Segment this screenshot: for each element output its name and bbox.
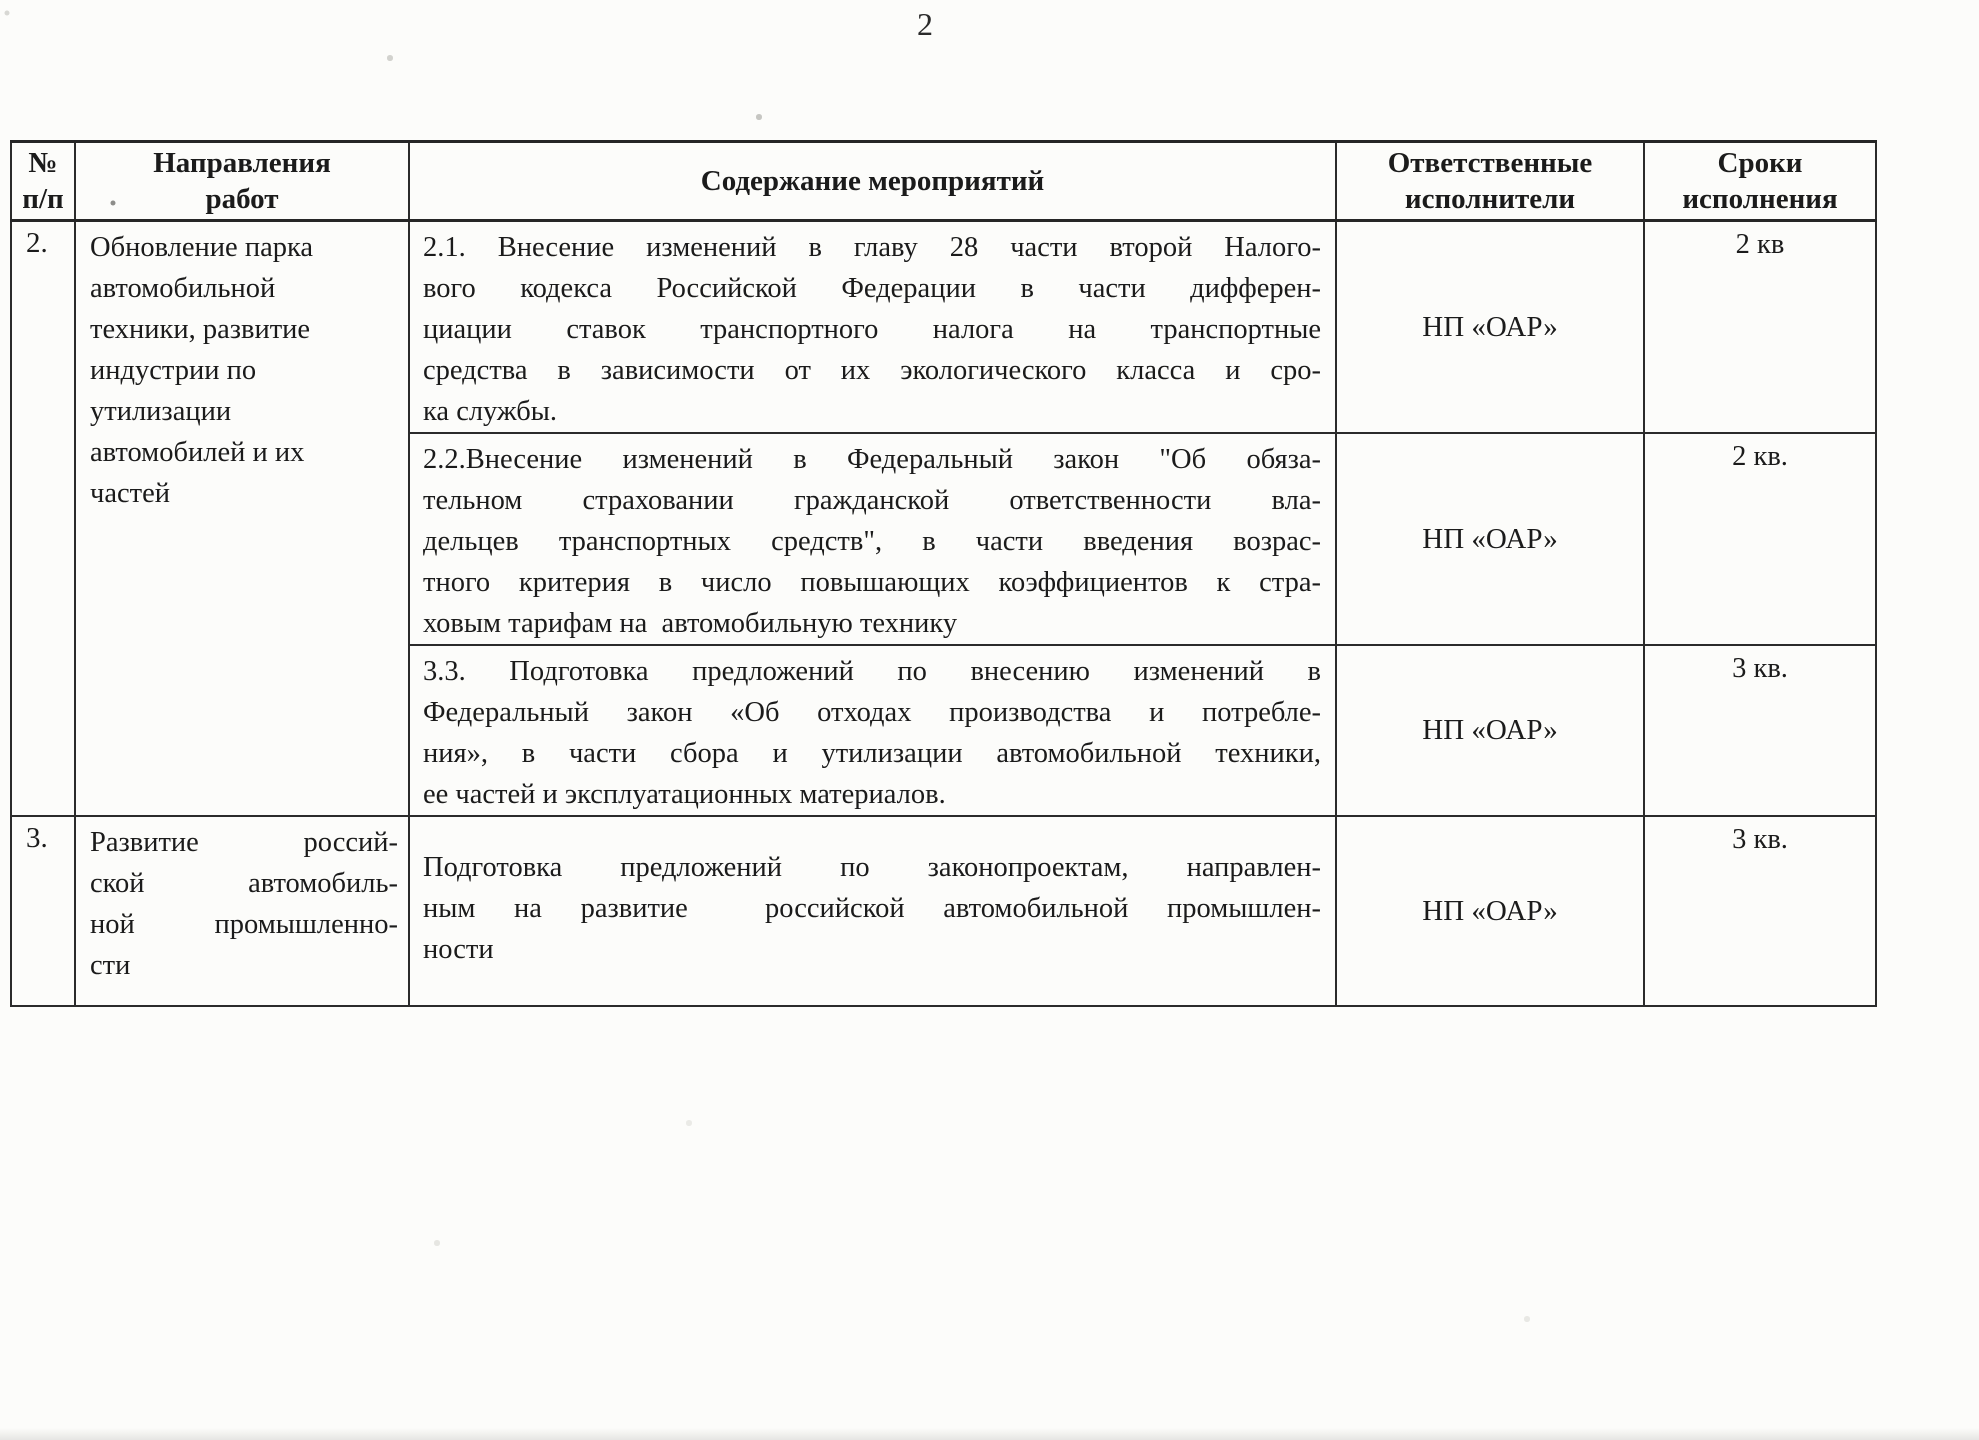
header-executors: Ответственные исполнители [1336,142,1644,221]
executor-cell-2-1: НП «ОАР» [1336,221,1644,434]
row-number-cell: 3. [11,816,75,1006]
executor-cell-3: НП «ОАР» [1336,816,1644,1006]
term-cell-3-3: 3 кв. [1644,645,1876,816]
content-cell-3-3: 3.3. Подготовка предложений по внесению изменений в Федеральный закон «Об отходах производства и потребле- ния», в части сбора и утилизации автомобильной техники, ее частей и эксплуатационных материалов. [409,645,1336,816]
direction-cell: Обновление парка автомобильной техники, развитие индустрии по утилизации автомобилей и их частей [75,221,409,817]
content-cell-2-1: 2.1. Внесение изменений в главу 28 части второй Налого- вого кодекса Российской Федерации в части дифферен- циации ставок транспортного налога на транспортные средства в зависимости от их экологического класса и сро- ка службы. [409,221,1336,434]
table-row [11,221,1876,434]
table-header-row [11,142,1876,221]
header-directions: Направления работ [75,142,409,221]
executor-cell-3-3: НП «ОАР» [1336,645,1644,816]
header-terms: Сроки исполнения [1644,142,1876,221]
term-cell-3: 3 кв. [1644,816,1876,1006]
table-row [11,816,1876,1006]
direction-cell: Развитие россий- ской автомобиль- ной промышленно- сти [75,816,409,1006]
scan-bottom-shadow [0,1428,1979,1440]
term-cell-2-1: 2 кв [1644,221,1876,434]
content-cell-3: Подготовка предложений по законопроектам, направлен- ным на развитие российской автомобильной промышлен- ности [409,816,1336,1006]
page-number: 2 [917,6,933,42]
content-cell-2-2: 2.2.Внесение изменений в Федеральный закон "Об обяза- тельном страховании гражданской ответственности вла- дельцев транспортных средств", в части введения возрас- тного критерия в число повышающих коэффициентов к стра- ховым тарифам на автомобильную технику [409,433,1336,645]
row-number-cell: 2. [11,221,75,817]
work-plan-table [10,140,1877,1007]
header-content: Содержание мероприятий [409,142,1336,221]
scan-speckles [0,0,2,2]
header-num: № п/п [11,142,75,221]
term-cell-2-2: 2 кв. [1644,433,1876,645]
executor-cell-2-2: НП «ОАР» [1336,433,1644,645]
